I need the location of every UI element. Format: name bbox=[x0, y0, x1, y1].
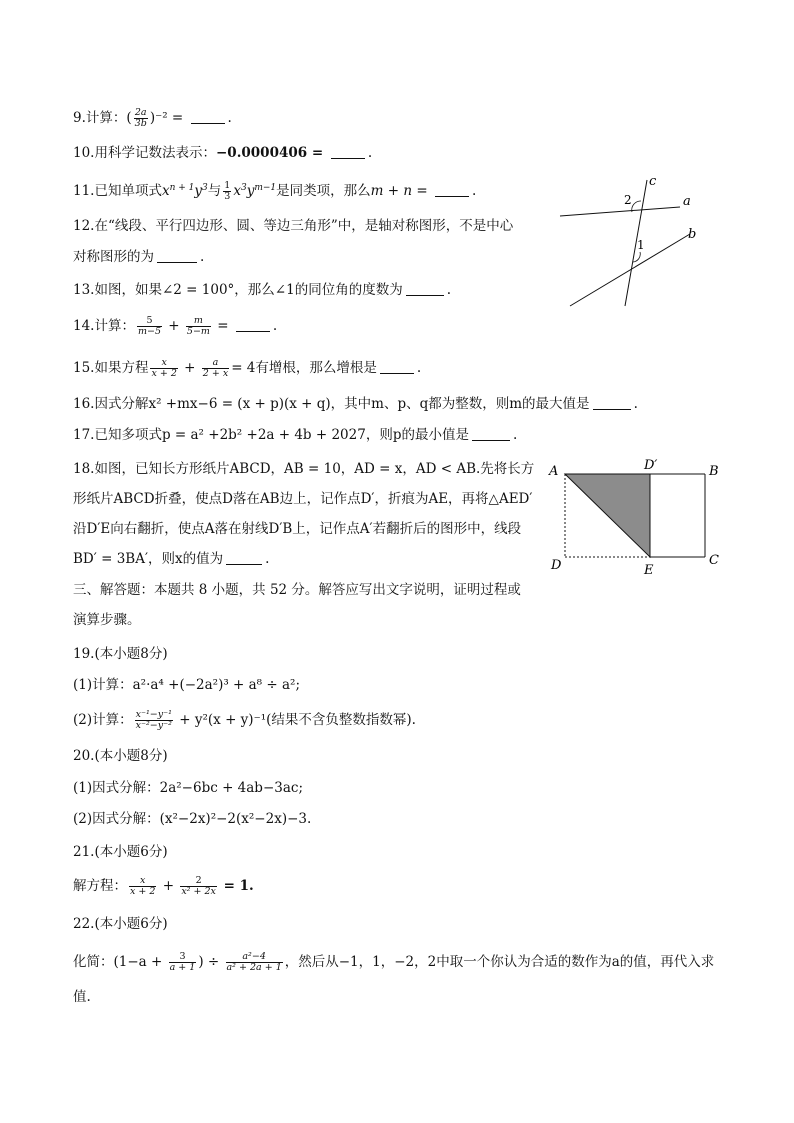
question-22-title: 22.(本小题6分) bbox=[73, 916, 168, 932]
fraction: $\frac{2}{\text{x² + 2x}}$ bbox=[181, 875, 216, 897]
answer-blank[interactable] bbox=[380, 361, 414, 374]
question-12-line-2: 对称图形的为 . bbox=[73, 249, 205, 265]
section-3-header-cont: 演算步骤。 bbox=[73, 612, 141, 628]
fraction: $\frac{x}{x + 2}$ bbox=[130, 875, 156, 897]
label-D-prime: D′ bbox=[644, 458, 658, 473]
label-c: c bbox=[649, 174, 657, 189]
answer-blank[interactable] bbox=[406, 283, 444, 296]
question-22-body-cont: 值. bbox=[73, 989, 91, 1005]
label-A: A bbox=[549, 464, 559, 479]
fraction: $\frac{\text{a²−4}}{\text{a² + 2a + 1}}$ bbox=[226, 951, 282, 973]
fraction: $\frac{2a}{3b}$ bbox=[134, 107, 147, 129]
question-19-part-1: (1)计算：a²·a⁴ +(−2a²)³ + a⁸ ÷ a²; bbox=[73, 677, 301, 693]
label-b: b bbox=[688, 227, 697, 242]
label-1: 1 bbox=[637, 238, 645, 252]
shaded-triangle bbox=[565, 474, 650, 557]
line-b bbox=[570, 234, 690, 306]
monomial-2: $x^3y^{m-1}$ bbox=[233, 183, 277, 199]
question-17: 17.已知多项式p = a² +2b² +2a + 4b + 2027，则p的最小值是 . bbox=[73, 427, 518, 443]
question-18-line-3: 沿D′E向右翻折，使点A落在射线D′B上，记作点A′若翻折后的图形中，线段 bbox=[73, 521, 522, 537]
question-18-line-1: 18.如图，已知长方形纸片ABCD，AB = 10，AD = x，AD < AB.先将长方 bbox=[73, 461, 535, 477]
question-18-line-4: BD′ = 3BA′，则x的值为 . bbox=[73, 551, 270, 567]
answer-blank[interactable] bbox=[191, 111, 225, 124]
question-19-title: 19.(本小题8分) bbox=[73, 646, 168, 662]
question-9: 9.计算：( $\frac{2a}{3b}$ )⁻² = . bbox=[73, 107, 232, 129]
question-21-body: 解方程： $\frac{x}{x + 2}$ + $\frac{2}{\text{x² + 2x}}$ = 1. bbox=[73, 875, 254, 897]
question-20-title: 20.(本小题8分) bbox=[73, 748, 168, 764]
answer-blank[interactable] bbox=[331, 146, 365, 159]
question-11: 11.已知单项式$x^{n + 1}y^3$与 $\frac{1}{3}$ $x^3y^{m-1}$是同类项，那么m + n = . bbox=[73, 180, 477, 202]
parallel-lines-figure bbox=[558, 170, 718, 310]
answer-blank[interactable] bbox=[157, 250, 197, 263]
line-a bbox=[560, 207, 680, 216]
question-16: 16.因式分解x² +mx−6 = (x + p)(x + q)，其中m、p、q都为整数，则m的最大值是 . bbox=[73, 396, 638, 412]
fraction: $\frac{1}{3}$ bbox=[224, 180, 231, 202]
question-10: 10.用科学记数法表示：−0.0000406 = . bbox=[73, 145, 373, 161]
question-20-part-1: (1)因式分解：2a²−6bc + 4ab−3ac; bbox=[73, 780, 304, 796]
question-22-body: 化简：(1−a + $\frac{3}{a + 1}$ ) ÷ $\frac{\text{a²−4}}{\text{a² + 2a + 1}}$ ，然后从−1，1，−2，2中取一个你认为合适的数作为a的值，再代入求 bbox=[73, 951, 715, 973]
question-14: 14.计算： $\frac{5}{m-5}$ + $\frac{m}{5-m}$ = . bbox=[73, 315, 278, 337]
label-D: D bbox=[551, 558, 562, 573]
label-a: a bbox=[683, 194, 691, 209]
answer-blank[interactable] bbox=[472, 428, 510, 441]
fraction: $\frac{3}{a + 1}$ bbox=[169, 951, 196, 973]
label-B: B bbox=[709, 464, 719, 479]
question-18-line-2: 形纸片ABCD折叠，使点D落在AB边上，记作点D′，折痕为AE，再将△AED′ bbox=[73, 491, 533, 507]
question-12-line-1: 12.在“线段、平行四边形、圆、等边三角形”中，是轴对称图形，不是中心 bbox=[73, 218, 514, 234]
fraction: $\frac{m}{5-m}$ bbox=[186, 315, 210, 337]
question-20-part-2: (2)因式分解：(x²−2x)²−2(x²−2x)−3. bbox=[73, 811, 312, 827]
folded-rectangle-figure bbox=[545, 456, 735, 581]
answer-blank[interactable] bbox=[435, 184, 469, 197]
fraction: $\frac{5}{m-5}$ bbox=[137, 315, 161, 337]
fraction: $\frac{\text{x⁻¹−y⁻¹}}{\text{x⁻²−y⁻²}}$ bbox=[135, 709, 172, 731]
answer-blank[interactable] bbox=[236, 319, 270, 332]
question-13: 13.如图，如果∠2 = 100°，那么∠1的同位角的度数为 . bbox=[73, 282, 451, 298]
fraction: $\frac{x}{x + 2}$ bbox=[151, 357, 177, 379]
question-19-part-2: (2)计算： $\frac{\text{x⁻¹−y⁻¹}}{\text{x⁻²−y⁻²}}$ + y²(x + y)⁻¹(结果不含负整数指数幂). bbox=[73, 709, 416, 731]
question-21-title: 21.(本小题6分) bbox=[73, 844, 168, 860]
label-2: 2 bbox=[624, 193, 632, 207]
fraction: $\frac{a}{2 + x}$ bbox=[202, 357, 229, 379]
section-3-header: 三、解答题：本题共 8 小题，共 52 分。解答应写出文字说明，证明过程或 bbox=[73, 582, 521, 598]
answer-blank[interactable] bbox=[226, 552, 262, 565]
answer-blank[interactable] bbox=[593, 397, 631, 410]
label-E: E bbox=[644, 563, 654, 578]
question-15: 15.如果方程 $\frac{x}{x + 2}$ + $\frac{a}{2 + x}$ = 4有增根，那么增根是 . bbox=[73, 357, 422, 379]
monomial-1: $x^{n + 1}y^3$ bbox=[161, 183, 208, 199]
label-C: C bbox=[709, 553, 719, 568]
